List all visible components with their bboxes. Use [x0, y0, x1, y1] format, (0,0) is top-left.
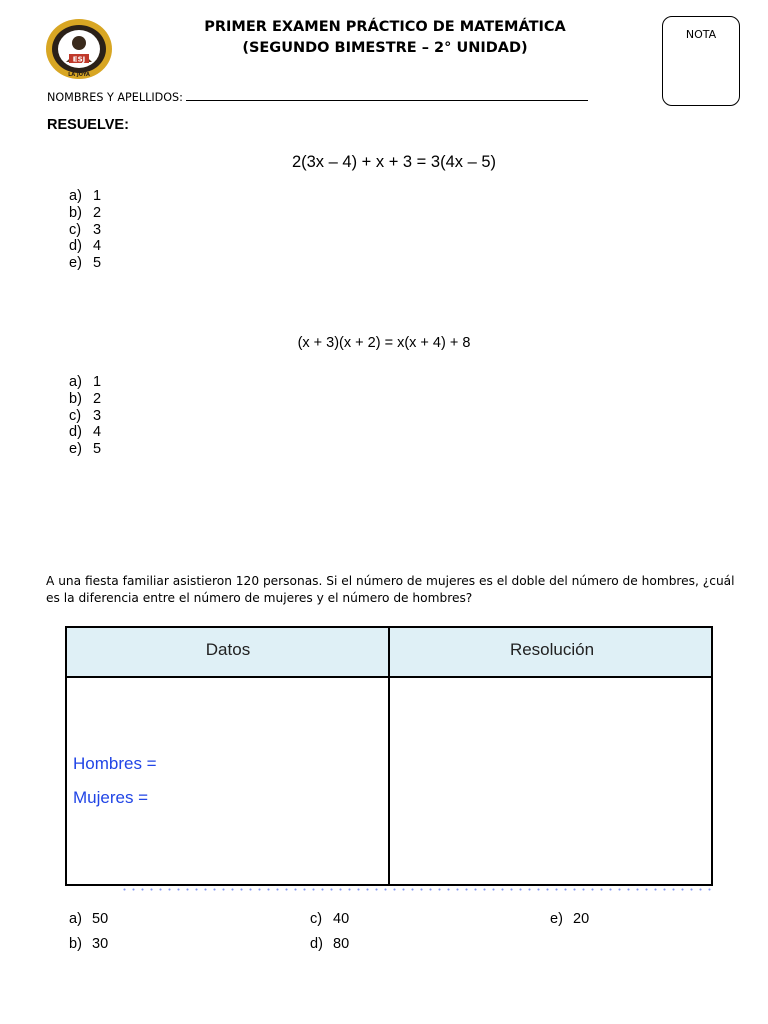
- option-letter: b): [69, 936, 82, 952]
- question1-options: [69, 188, 101, 272]
- option-letter: e): [69, 441, 82, 458]
- solution-table: [65, 626, 713, 886]
- option-value: 80: [333, 936, 350, 952]
- table-bottom-dotted-line: [120, 888, 715, 891]
- option-letter: c): [310, 911, 323, 927]
- option-value: 50: [92, 911, 109, 927]
- option-item[interactable]: [69, 408, 101, 425]
- option-value: 2: [93, 204, 102, 221]
- option-value: 30: [92, 936, 109, 952]
- column-resolucion-header: Resolución: [509, 640, 595, 659]
- option-letter: e): [69, 255, 82, 272]
- option-item[interactable]: [69, 441, 101, 458]
- school-crest-icon: [44, 18, 114, 80]
- logo-place: LA JOYA: [68, 72, 90, 78]
- answer-option-a[interactable]: [69, 911, 108, 927]
- option-item[interactable]: [69, 205, 101, 222]
- instructions-heading: RESUELVE:: [47, 117, 129, 133]
- option-value: 5: [93, 441, 102, 458]
- option-item[interactable]: [69, 188, 101, 205]
- option-value: 4: [93, 238, 102, 255]
- option-value: 1: [93, 374, 102, 390]
- option-letter: c): [69, 407, 82, 424]
- question2-options: [69, 374, 101, 458]
- student-name-field[interactable]: [186, 90, 588, 101]
- option-item[interactable]: [69, 424, 101, 441]
- answer-option-e[interactable]: [550, 911, 589, 927]
- option-letter: b): [69, 204, 82, 221]
- school-logo: [44, 18, 114, 80]
- option-letter: a): [69, 374, 82, 390]
- hombres-label: Hombres =: [73, 754, 157, 773]
- option-value: 5: [93, 255, 102, 272]
- option-letter: d): [69, 238, 82, 255]
- table-column-divider: [388, 628, 390, 884]
- grade-box[interactable]: [662, 16, 740, 106]
- grade-label: NOTA: [685, 28, 717, 41]
- option-letter: c): [69, 221, 82, 238]
- option-value: 1: [93, 188, 102, 204]
- option-value: 20: [573, 911, 590, 927]
- exam-subtitle: (SEGUNDO BIMESTRE – 2° UNIDAD): [242, 40, 528, 56]
- option-value: 3: [93, 407, 102, 424]
- question1-equation: 2(3x – 4) + x + 3 = 3(4x – 5): [291, 153, 497, 171]
- option-letter: d): [310, 936, 323, 952]
- question2-equation: (x + 3)(x + 2) = x(x + 4) + 8: [297, 335, 471, 351]
- option-letter: a): [69, 911, 82, 927]
- option-item[interactable]: [69, 255, 101, 272]
- option-letter: e): [550, 911, 563, 927]
- student-name-label: NOMBRES Y APELLIDOS:: [47, 91, 183, 104]
- option-letter: d): [69, 424, 82, 441]
- option-item[interactable]: [69, 238, 101, 255]
- option-letter: b): [69, 390, 82, 407]
- logo-initials: ESJ: [72, 55, 86, 64]
- answer-option-d[interactable]: [310, 936, 349, 952]
- answer-option-b[interactable]: [69, 936, 108, 952]
- option-item[interactable]: [69, 222, 101, 239]
- student-name-row: [47, 90, 588, 104]
- option-letter: a): [69, 188, 82, 204]
- exam-title: PRIMER EXAMEN PRÁCTICO DE MATEMÁTICA: [204, 19, 566, 35]
- option-value: 40: [333, 911, 350, 927]
- mujeres-label: Mujeres =: [73, 788, 149, 807]
- option-value: 4: [93, 424, 102, 441]
- option-value: 3: [93, 221, 102, 238]
- option-item[interactable]: [69, 391, 101, 408]
- answer-option-c[interactable]: [310, 911, 349, 927]
- option-value: 2: [93, 390, 102, 407]
- option-item[interactable]: [69, 374, 101, 391]
- column-datos-header: Datos: [205, 640, 251, 659]
- question3-text: A una fiesta familiar asistieron 120 personas. Si el número de mujeres es el doble del número de hombres, ¿cuál es la diferencia entre el número de mujeres y el número de hombres?: [46, 574, 735, 605]
